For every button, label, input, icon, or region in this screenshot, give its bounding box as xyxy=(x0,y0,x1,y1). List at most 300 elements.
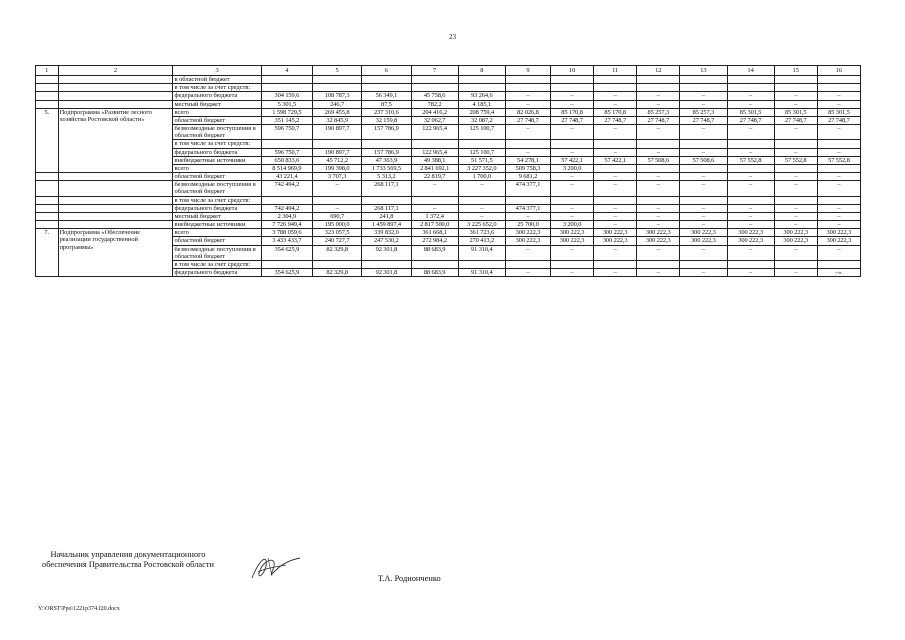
funding-source: федерального бюджета xyxy=(173,92,261,100)
amount-cell xyxy=(505,196,550,204)
amount-cell: – xyxy=(774,221,817,229)
amount-cell xyxy=(680,140,727,148)
amount-cell: 1 598 729,5 xyxy=(261,108,312,116)
funding-source: безвозмездные поступления в областной бюджет xyxy=(173,245,261,260)
amount-cell: 54 278,1 xyxy=(505,156,550,164)
amount-cell: 125 100,7 xyxy=(458,125,505,140)
amount-cell: 88 683,9 xyxy=(411,269,458,277)
table-body xyxy=(36,66,861,277)
amount-cell: 351 145,2 xyxy=(261,116,312,124)
program-name xyxy=(58,84,173,92)
amount-cell: – xyxy=(637,125,680,140)
amount-cell: 57 552,8 xyxy=(774,156,817,164)
amount-cell: 57 508,6 xyxy=(637,156,680,164)
amount-cell: – xyxy=(551,92,594,100)
amount-cell: 208 759,4 xyxy=(458,108,505,116)
amount-cell: 742 494,2 xyxy=(261,181,312,196)
amount-cell: – xyxy=(637,173,680,181)
amount-cell: 204 416,2 xyxy=(411,108,458,116)
amount-cell: 91 310,4 xyxy=(458,245,505,260)
amount-cell xyxy=(817,76,860,84)
amount-cell: 85 170,8 xyxy=(594,108,637,116)
amount-cell: 474 377,1 xyxy=(505,204,550,212)
signature-image xyxy=(246,552,304,584)
program-name xyxy=(58,76,173,84)
amount-cell xyxy=(727,260,774,268)
amount-cell: – xyxy=(594,212,637,220)
funding-source: в областной бюджет xyxy=(173,76,261,84)
amount-cell: – xyxy=(774,100,817,108)
amount-cell xyxy=(313,140,362,148)
amount-cell: 56 349,1 xyxy=(362,92,411,100)
amount-cell: 157 786,9 xyxy=(362,148,411,156)
amount-cell: – xyxy=(727,100,774,108)
funding-source: всего xyxy=(173,229,261,237)
amount-cell: – xyxy=(727,269,774,277)
amount-cell: 195 000,0 xyxy=(313,221,362,229)
amount-cell: 49 388,1 xyxy=(411,156,458,164)
amount-cell: 87,5 xyxy=(362,100,411,108)
amount-cell: 300 222,3 xyxy=(551,237,594,245)
program-name: Подпрограмма «Развитие лесного хозяйства Ростовской области» xyxy=(58,108,173,172)
amount-cell: 3 200,0 xyxy=(551,164,594,172)
amount-cell: – xyxy=(680,125,727,140)
amount-cell xyxy=(261,260,312,268)
funding-source: безвозмездные поступления в областной бюджет xyxy=(173,181,261,196)
amount-cell: 32 087,2 xyxy=(458,116,505,124)
amount-cell: – xyxy=(458,204,505,212)
funding-source: внебюджетные источники xyxy=(173,156,261,164)
amount-cell: – xyxy=(637,204,680,212)
amount-cell: 300 222,3 xyxy=(817,229,860,237)
column-number: 5 xyxy=(313,66,362,76)
amount-cell: 27 748,7 xyxy=(774,116,817,124)
funding-source: областной бюджет xyxy=(173,173,261,181)
amount-cell: 300 222,3 xyxy=(505,229,550,237)
row-number xyxy=(36,196,59,204)
funding-source: в том числе за счет средств: xyxy=(173,260,261,268)
amount-cell: – xyxy=(817,181,860,196)
amount-cell: – xyxy=(637,181,680,196)
amount-cell: 361 723,6 xyxy=(458,229,505,237)
amount-cell: – xyxy=(594,204,637,212)
amount-cell: 1 700,0 xyxy=(458,173,505,181)
amount-cell: – xyxy=(680,269,727,277)
amount-cell xyxy=(458,76,505,84)
amount-cell: – xyxy=(594,181,637,196)
amount-cell: 354 625,9 xyxy=(261,269,312,277)
amount-cell xyxy=(551,260,594,268)
amount-cell: – xyxy=(817,100,860,108)
amount-cell: 3 200,0 xyxy=(551,221,594,229)
row-number xyxy=(36,212,59,220)
amount-cell xyxy=(727,196,774,204)
amount-cell: – xyxy=(594,92,637,100)
amount-cell: 272 984,2 xyxy=(411,237,458,245)
amount-cell: – xyxy=(637,212,680,220)
amount-cell: 509 758,3 xyxy=(505,164,550,172)
amount-cell xyxy=(362,260,411,268)
amount-cell: 650 833,6 xyxy=(261,156,312,164)
amount-cell: 32 159,8 xyxy=(362,116,411,124)
amount-cell: 25 700,0 xyxy=(505,221,550,229)
amount-cell xyxy=(411,84,458,92)
amount-cell xyxy=(551,84,594,92)
amount-cell: – xyxy=(594,148,637,156)
amount-cell xyxy=(551,140,594,148)
amount-cell xyxy=(727,76,774,84)
amount-cell: – xyxy=(637,148,680,156)
amount-cell: 22 819,7 xyxy=(411,173,458,181)
column-number: 7 xyxy=(411,66,458,76)
funding-source: областной бюджет xyxy=(173,237,261,245)
amount-cell: – xyxy=(774,148,817,156)
amount-cell xyxy=(680,260,727,268)
amount-cell xyxy=(313,84,362,92)
amount-cell: – xyxy=(594,173,637,181)
amount-cell: 323 057,5 xyxy=(313,229,362,237)
amount-cell: 85 170,8 xyxy=(551,108,594,116)
amount-cell: 3 227 352,0 xyxy=(458,164,505,172)
funding-source: федерального бюджета xyxy=(173,204,261,212)
amount-cell: 2 841 692,1 xyxy=(411,164,458,172)
amount-cell: 596 750,7 xyxy=(261,148,312,156)
amount-cell: – xyxy=(551,269,594,277)
row-number: 5. xyxy=(36,108,59,172)
amount-cell: – xyxy=(594,100,637,108)
amount-cell: 241,8 xyxy=(362,212,411,220)
amount-cell: – xyxy=(727,92,774,100)
amount-cell: 85 301,5 xyxy=(727,108,774,116)
amount-cell xyxy=(261,140,312,148)
amount-cell: 3 433 433,7 xyxy=(261,237,312,245)
amount-cell xyxy=(637,76,680,84)
amount-cell: 237 310,6 xyxy=(362,108,411,116)
funding-source: внебюджетные источники xyxy=(173,221,261,229)
amount-cell: 240 727,7 xyxy=(313,237,362,245)
amount-cell: 247 530,2 xyxy=(362,237,411,245)
column-number: 13 xyxy=(680,66,727,76)
amount-cell xyxy=(817,164,860,172)
table-row xyxy=(36,181,861,196)
amount-cell xyxy=(594,84,637,92)
amount-cell: 57 422,1 xyxy=(551,156,594,164)
amount-cell: 3 707,3 xyxy=(313,173,362,181)
amount-cell xyxy=(774,140,817,148)
amount-cell: 45 712,2 xyxy=(313,156,362,164)
amount-cell: – xyxy=(727,245,774,260)
amount-cell: 354 625,9 xyxy=(261,245,312,260)
column-number: 12 xyxy=(637,66,680,76)
amount-cell xyxy=(458,84,505,92)
amount-cell: 51 571,5 xyxy=(458,156,505,164)
row-number xyxy=(36,76,59,84)
table-row xyxy=(36,196,861,204)
table-row xyxy=(36,76,861,84)
amount-cell: 300 222,3 xyxy=(774,229,817,237)
amount-cell: 32 062,7 xyxy=(411,116,458,124)
amount-cell: – xyxy=(594,269,637,277)
amount-cell xyxy=(313,196,362,204)
table-row xyxy=(36,108,861,116)
amount-cell: – xyxy=(680,221,727,229)
amount-cell xyxy=(637,164,680,172)
amount-cell: – xyxy=(680,148,727,156)
amount-cell: 300 222,3 xyxy=(727,237,774,245)
amount-cell: – xyxy=(727,204,774,212)
amount-cell xyxy=(411,140,458,148)
amount-cell xyxy=(680,196,727,204)
funding-source: безвозмездные поступления в областной бюджет xyxy=(173,125,261,140)
amount-cell: 45 758,6 xyxy=(411,92,458,100)
amount-cell: 3 788 059,6 xyxy=(261,229,312,237)
table-row xyxy=(36,212,861,220)
amount-cell: – xyxy=(727,125,774,140)
amount-cell: – xyxy=(551,100,594,108)
amount-cell: 2 817 500,0 xyxy=(411,221,458,229)
column-number: 8 xyxy=(458,66,505,76)
amount-cell: 300 222,3 xyxy=(594,229,637,237)
amount-cell: 57 552,8 xyxy=(727,156,774,164)
amount-cell: 300 222,3 xyxy=(774,237,817,245)
table-row xyxy=(36,92,861,100)
amount-cell: 1 733 569,5 xyxy=(362,164,411,172)
file-path: Y:\ORST\Ppo\1221p374.f20.docx xyxy=(38,606,120,612)
amount-cell xyxy=(680,76,727,84)
amount-cell: – xyxy=(551,181,594,196)
column-number: 11 xyxy=(594,66,637,76)
page-number: 23 xyxy=(449,33,456,41)
amount-cell: – xyxy=(551,212,594,220)
amount-cell: 300 222,3 xyxy=(680,237,727,245)
amount-cell: 474 377,1 xyxy=(505,181,550,196)
amount-cell: –». xyxy=(817,269,860,277)
amount-cell: 47 363,9 xyxy=(362,156,411,164)
amount-cell: 742 494,2 xyxy=(261,204,312,212)
column-number: 1 xyxy=(36,66,59,76)
amount-cell: – xyxy=(411,181,458,196)
column-number: 3 xyxy=(173,66,261,76)
amount-cell: 5 313,2 xyxy=(362,173,411,181)
amount-cell xyxy=(362,140,411,148)
amount-cell: 125 100,7 xyxy=(458,148,505,156)
amount-cell: 300 222,3 xyxy=(817,237,860,245)
amount-cell: – xyxy=(551,148,594,156)
amount-cell: 782,2 xyxy=(411,100,458,108)
amount-cell: 300 222,3 xyxy=(505,237,550,245)
table-row xyxy=(36,221,861,229)
amount-cell: 199 398,0 xyxy=(313,164,362,172)
amount-cell: 1 459 897,4 xyxy=(362,221,411,229)
amount-cell: 190 897,7 xyxy=(313,148,362,156)
funding-source: всего xyxy=(173,108,261,116)
amount-cell: 82 026,8 xyxy=(505,108,550,116)
row-number xyxy=(36,221,59,229)
amount-cell: – xyxy=(637,245,680,260)
amount-cell: 157 786,9 xyxy=(362,125,411,140)
amount-cell: – xyxy=(817,148,860,156)
amount-cell xyxy=(727,164,774,172)
amount-cell: – xyxy=(817,92,860,100)
amount-cell xyxy=(313,260,362,268)
amount-cell: – xyxy=(774,245,817,260)
amount-cell: – xyxy=(680,173,727,181)
amount-cell: – xyxy=(313,204,362,212)
amount-cell: – xyxy=(505,269,550,277)
amount-cell: – xyxy=(774,212,817,220)
amount-cell: – xyxy=(458,181,505,196)
table-row xyxy=(36,84,861,92)
amount-cell: 88 683,9 xyxy=(411,245,458,260)
column-number: 9 xyxy=(505,66,550,76)
amount-cell: 27 748,7 xyxy=(727,116,774,124)
amount-cell xyxy=(637,140,680,148)
program-name xyxy=(58,204,173,212)
funding-source: федерального бюджета xyxy=(173,269,261,277)
amount-cell xyxy=(817,196,860,204)
row-number xyxy=(36,173,59,181)
program-name xyxy=(58,92,173,100)
funding-source: всего xyxy=(173,164,261,172)
row-number xyxy=(36,204,59,212)
amount-cell: 5 301,5 xyxy=(261,100,312,108)
program-name xyxy=(58,221,173,229)
amount-cell: – xyxy=(637,92,680,100)
amount-cell xyxy=(817,260,860,268)
funding-source: федерального бюджета xyxy=(173,148,261,156)
amount-cell: – xyxy=(505,100,550,108)
amount-cell: – xyxy=(505,245,550,260)
amount-cell: 85 301,5 xyxy=(774,108,817,116)
row-number: 7. xyxy=(36,229,59,277)
amount-cell: 85 257,3 xyxy=(680,108,727,116)
amount-cell: 270 413,2 xyxy=(458,237,505,245)
amount-cell: 268 117,1 xyxy=(362,204,411,212)
amount-cell: 300 222,3 xyxy=(551,229,594,237)
program-name: Подпрограмма «Обеспечение реализации государственной программы» xyxy=(58,229,173,277)
row-number xyxy=(36,92,59,100)
amount-cell: – xyxy=(637,221,680,229)
amount-cell: – xyxy=(727,212,774,220)
amount-cell xyxy=(551,76,594,84)
amount-cell: 2 304,9 xyxy=(261,212,312,220)
amount-cell: – xyxy=(774,204,817,212)
funding-source: местный бюджет xyxy=(173,212,261,220)
amount-cell: – xyxy=(727,148,774,156)
signatory-name: Т.А. Родионченко xyxy=(378,574,441,583)
signatory-title: Начальник управления документационного обеспечения Правительства Ростовской области xyxy=(42,550,214,570)
row-number xyxy=(36,84,59,92)
amount-cell xyxy=(594,164,637,172)
amount-cell: 4 185,1 xyxy=(458,100,505,108)
amount-cell: – xyxy=(551,204,594,212)
program-name xyxy=(58,212,173,220)
amount-cell: 91 310,4 xyxy=(458,269,505,277)
amount-cell: 122 965,4 xyxy=(411,125,458,140)
amount-cell: 122 965,4 xyxy=(411,148,458,156)
column-number: 2 xyxy=(58,66,173,76)
amount-cell: 361 668,1 xyxy=(411,229,458,237)
amount-cell: 32 845,9 xyxy=(313,116,362,124)
amount-cell: 57 552,8 xyxy=(817,156,860,164)
budget-table xyxy=(35,65,861,277)
amount-cell xyxy=(261,76,312,84)
amount-cell: 300 222,3 xyxy=(727,229,774,237)
amount-cell: 57 508,6 xyxy=(680,156,727,164)
program-name xyxy=(58,173,173,181)
amount-cell xyxy=(362,76,411,84)
amount-cell xyxy=(594,140,637,148)
amount-cell: – xyxy=(774,92,817,100)
amount-cell: – xyxy=(505,92,550,100)
amount-cell: 690,7 xyxy=(313,212,362,220)
amount-cell: 268 117,1 xyxy=(362,181,411,196)
amount-cell: – xyxy=(637,269,680,277)
amount-cell: 1 372,4 xyxy=(411,212,458,220)
amount-cell xyxy=(505,260,550,268)
column-number: 6 xyxy=(362,66,411,76)
amount-cell: – xyxy=(774,269,817,277)
amount-cell: 300 222,3 xyxy=(594,237,637,245)
amount-cell: – xyxy=(680,100,727,108)
column-number-row xyxy=(36,66,861,76)
amount-cell: 304 159,6 xyxy=(261,92,312,100)
amount-cell: – xyxy=(817,221,860,229)
amount-cell xyxy=(637,260,680,268)
amount-cell xyxy=(551,196,594,204)
amount-cell xyxy=(637,84,680,92)
amount-cell: 190 897,7 xyxy=(313,125,362,140)
column-number: 16 xyxy=(817,66,860,76)
amount-cell xyxy=(313,76,362,84)
amount-cell: 82 329,8 xyxy=(313,245,362,260)
amount-cell xyxy=(774,84,817,92)
amount-cell: – xyxy=(313,181,362,196)
amount-cell: 27 748,7 xyxy=(680,116,727,124)
amount-cell: 108 787,3 xyxy=(313,92,362,100)
amount-cell: 300 222,3 xyxy=(637,229,680,237)
amount-cell xyxy=(594,76,637,84)
column-number: 15 xyxy=(774,66,817,76)
amount-cell: – xyxy=(680,204,727,212)
amount-cell xyxy=(774,260,817,268)
amount-cell xyxy=(362,196,411,204)
amount-cell: – xyxy=(458,212,505,220)
amount-cell xyxy=(458,260,505,268)
amount-cell: – xyxy=(817,212,860,220)
amount-cell: 43 221,4 xyxy=(261,173,312,181)
amount-cell: – xyxy=(594,245,637,260)
funding-source: местный бюджет xyxy=(173,100,261,108)
amount-cell: – xyxy=(817,204,860,212)
column-number: 10 xyxy=(551,66,594,76)
amount-cell: 85 257,3 xyxy=(637,108,680,116)
program-name xyxy=(58,181,173,196)
amount-cell: 57 422,1 xyxy=(594,156,637,164)
amount-cell xyxy=(362,84,411,92)
amount-cell xyxy=(727,140,774,148)
amount-cell: 27 748,7 xyxy=(637,116,680,124)
amount-cell: – xyxy=(505,212,550,220)
amount-cell: 27 748,7 xyxy=(551,116,594,124)
amount-cell: – xyxy=(817,245,860,260)
amount-cell xyxy=(594,196,637,204)
amount-cell: 300 222,3 xyxy=(680,229,727,237)
amount-cell xyxy=(637,196,680,204)
amount-cell xyxy=(774,164,817,172)
amount-cell xyxy=(505,140,550,148)
funding-source: в том числе за счет средств: xyxy=(173,196,261,204)
